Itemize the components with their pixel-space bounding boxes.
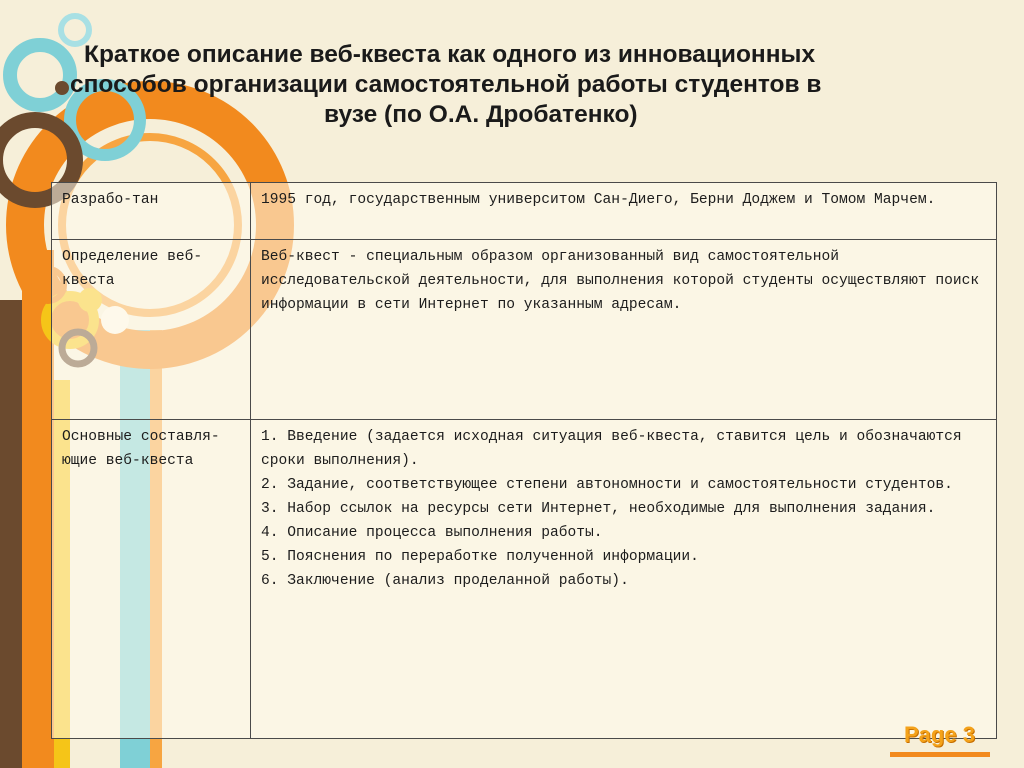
page-number: Page 3 [904, 722, 975, 747]
row-content-components [251, 420, 997, 739]
row-content-developed: 1995 год, государственным университом Сан-Диего, Берни Доджем и Томом Марчем. [251, 183, 997, 240]
dot-brown [55, 81, 69, 95]
row-label-components: Основные составля-ющие веб-квеста [52, 420, 251, 739]
title-line: Краткое описание веб-квеста как одного из инновационных [84, 41, 816, 68]
title-line: вузе (по О.А. Дробатенко) [324, 101, 638, 128]
webquest-info-table [51, 182, 997, 739]
slide-title [70, 40, 970, 130]
row-label-developed: Разрабо-тан [52, 183, 251, 240]
list-item: 5. Пояснения по переработке полученной информации. [261, 549, 699, 565]
list-item: 6. Заключение (анализ проделанной работы). [261, 573, 629, 589]
list-item: 3. Набор ссылок на ресурсы сети Интернет, необходимые для выполнения задания. [261, 501, 936, 517]
list-item: 1. Введение (задается исходная ситуация веб-квеста, ставится цель и обозначаются сроки выполнения). [261, 429, 962, 469]
table-row [52, 183, 997, 240]
list-item: 2. Задание, соответствующее степени автономности и самостоятельности студентов. [261, 477, 953, 493]
table-row [52, 420, 997, 739]
page-accent-bar [890, 752, 990, 757]
list-item: 4. Описание процесса выполнения работы. [261, 525, 603, 541]
title-line: способов организации самостоятельной работы студентов в [70, 71, 822, 98]
stripe-brown [0, 300, 22, 768]
table-row [52, 240, 997, 420]
row-label-definition: Определение веб-квеста [52, 240, 251, 420]
ring-teal-top [10, 45, 70, 105]
row-content-definition: Веб-квест - специальным образом организованный вид самостоятельной исследовательской деятельности, для выполнения которой студенты осуществляют поиск информации в сети Интернет по указанным адресам. [251, 240, 997, 420]
